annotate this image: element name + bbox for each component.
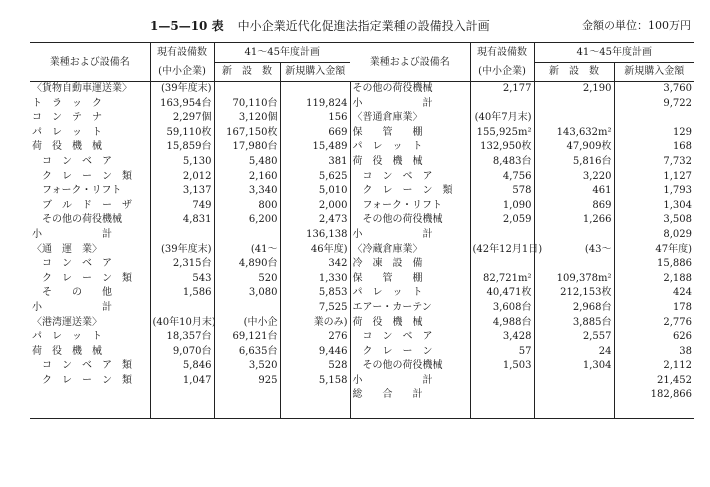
right-name-cell: 小 計 — [350, 228, 470, 243]
header-category-right: 業種および設備名 — [350, 43, 470, 82]
left-new-amount-cell: 業のみ) — [280, 316, 350, 331]
left-name-cell: コ ン ベ ア — [30, 257, 150, 272]
table-row — [30, 170, 694, 185]
left-new-amount-cell: 342 — [280, 257, 350, 272]
right-new-amount-cell: 2,776 — [663, 316, 693, 328]
right-new-amount-cell: 1,304 — [663, 199, 693, 211]
left-new-count-cell: 70,110台 — [214, 97, 280, 112]
left-new-count-cell: 69,121台 — [214, 330, 280, 345]
header-plan-right: 41～45年度計画 — [534, 43, 694, 63]
left-new-amount-cell: 5,853 — [280, 286, 350, 301]
right-new-count-cell — [534, 257, 614, 272]
left-new-amount-cell: 15,489 — [280, 140, 350, 155]
left-new-count-cell: 17,980台 — [214, 140, 280, 155]
left-new-amount-cell: 2,473 — [280, 213, 350, 228]
left-new-amount-cell: 381 — [280, 155, 350, 170]
left-new-amount-cell: 156 — [280, 111, 350, 126]
left-current-cell: 59,110枚 — [150, 126, 214, 141]
table-row — [30, 155, 694, 170]
left-current-cell: 9,070台 — [150, 345, 214, 360]
right-new-count-cell: 109,378m² — [534, 272, 614, 287]
right-current-cell: 578 — [470, 184, 534, 199]
left-new-amount-cell: 528 — [280, 359, 350, 374]
left-new-count-cell: 6,200 — [214, 213, 280, 228]
left-current-cell: 15,859台 — [150, 140, 214, 155]
unit-note: 金額の単位：100万円 — [582, 19, 691, 32]
right-name-cell: 保 管 棚 — [350, 126, 470, 141]
header-new-count-right: 新 設 数 — [534, 63, 614, 82]
right-new-amount-cell: 2,112 — [663, 360, 693, 372]
left-current-cell: 2,315台 — [150, 257, 214, 272]
left-name-cell: 小 計 — [30, 301, 150, 316]
right-name-cell: 小 計 — [350, 374, 470, 389]
right-new-count-cell — [534, 388, 614, 403]
table-row — [30, 140, 694, 155]
table-row — [30, 388, 694, 403]
table-row — [30, 97, 694, 112]
right-current-cell — [470, 388, 534, 403]
header-category-left: 業種および設備名 — [30, 43, 150, 82]
table-row — [30, 213, 694, 228]
table-row — [30, 359, 694, 374]
left-new-count-cell: 2,160 — [214, 170, 280, 185]
right-name-cell: 保 管 棚 — [350, 272, 470, 287]
left-current-cell: (39年度末) — [150, 243, 214, 258]
left-new-amount-cell — [280, 82, 350, 97]
table-row — [30, 184, 694, 199]
left-current-cell: 5,846 — [150, 359, 214, 374]
header-current-right: 現有設備数 — [470, 43, 534, 63]
right-new-count-cell: 869 — [534, 199, 614, 214]
left-current-cell: 4,831 — [150, 213, 214, 228]
right-name-cell: パ レ ッ ト — [350, 140, 470, 155]
header-plan-left: 41～45年度計画 — [214, 43, 350, 63]
table-row — [30, 111, 694, 126]
right-new-count-cell: 1,304 — [534, 359, 614, 374]
right-name-cell: 荷 役 機 械 — [350, 316, 470, 331]
left-name-cell: 荷 役 機 械 — [30, 345, 150, 360]
left-new-amount-cell: 7,525 — [280, 301, 350, 316]
table-row — [30, 243, 694, 258]
table-row — [30, 330, 694, 345]
left-current-cell: 5,130 — [150, 155, 214, 170]
left-current-cell: (40年10月末) — [150, 316, 214, 331]
right-name-cell: パ レ ッ ト — [350, 286, 470, 301]
left-new-count-cell — [214, 228, 280, 243]
right-current-cell — [470, 374, 534, 389]
right-new-count-cell: 2,190 — [534, 82, 614, 97]
right-current-cell: (42年12月1日) — [470, 243, 534, 258]
right-new-amount-cell: 626 — [672, 331, 693, 343]
right-current-cell: 4,988台 — [470, 316, 534, 331]
left-new-amount-cell: 119,824 — [280, 97, 350, 112]
left-current-cell: 2,012 — [150, 170, 214, 185]
left-new-count-cell: 4,890台 — [214, 257, 280, 272]
right-name-cell: ク レ ー ン — [350, 345, 470, 360]
right-current-cell: 3,428 — [470, 330, 534, 345]
left-current-cell: 3,137 — [150, 184, 214, 199]
right-new-amount-cell — [614, 111, 694, 126]
right-new-amount-cell: 129 — [672, 126, 693, 138]
table-row — [30, 403, 694, 418]
right-new-amount-cell: 182,866 — [650, 389, 693, 401]
right-new-amount-cell: 1,793 — [663, 185, 693, 197]
right-new-amount-cell: 1,127 — [663, 170, 693, 182]
left-name-cell — [30, 388, 150, 403]
right-new-amount-cell: 3,508 — [663, 214, 693, 226]
right-current-cell: 132,950枚 — [470, 140, 534, 155]
right-new-count-cell — [534, 111, 614, 126]
right-name-cell: 〈普通倉庫業〉 — [350, 111, 470, 126]
table-title — [150, 17, 490, 34]
right-new-count-cell: 212,153枚 — [534, 286, 614, 301]
header-current-sub-right: (中小企業) — [470, 63, 534, 82]
left-name-cell: そ の 他 — [30, 286, 150, 301]
right-current-cell: 155,925m² — [470, 126, 534, 141]
table-caption: 中小企業近代化促進法指定業種の設備投入計画 — [237, 19, 490, 33]
left-new-count-cell: 5,480 — [214, 155, 280, 170]
left-name-cell: その他の荷役機械 — [30, 213, 150, 228]
right-current-cell: 3,608台 — [470, 301, 534, 316]
left-new-amount-cell: 136,138 — [280, 228, 350, 243]
left-new-amount-cell: 669 — [280, 126, 350, 141]
right-new-count-cell: 2,968台 — [534, 301, 614, 316]
right-new-count-cell: 47,909枚 — [534, 140, 614, 155]
right-name-cell: 冷 凍 設 備 — [350, 257, 470, 272]
left-new-count-cell — [214, 388, 280, 403]
left-new-amount-cell: 276 — [280, 330, 350, 345]
right-new-count-cell — [534, 97, 614, 112]
left-current-cell: 1,586 — [150, 286, 214, 301]
left-new-amount-cell: 5,158 — [280, 374, 350, 389]
table-row — [30, 228, 694, 243]
left-new-count-cell: 3,520 — [214, 359, 280, 374]
right-new-count-cell: 461 — [534, 184, 614, 199]
right-new-count-cell: 3,220 — [534, 170, 614, 185]
right-new-count-cell: 3,885台 — [534, 316, 614, 331]
left-new-count-cell: 3,120個 — [214, 111, 280, 126]
right-new-count-cell — [534, 403, 614, 418]
right-current-cell: 8,483台 — [470, 155, 534, 170]
header-new-amount-right: 新規購入金額 — [624, 66, 685, 77]
left-new-count-cell — [214, 403, 280, 418]
left-name-cell: 小 計 — [30, 228, 150, 243]
right-name-cell: 〈冷蔵倉庫業〉 — [350, 243, 470, 258]
right-new-count-cell: 143,632m² — [534, 126, 614, 141]
table-row — [30, 316, 694, 331]
right-new-amount-cell: 21,452 — [657, 374, 693, 386]
left-new-amount-cell: 1,330 — [280, 272, 350, 287]
left-new-amount-cell: 5,625 — [280, 170, 350, 185]
header-new-count-left: 新 設 数 — [214, 63, 280, 82]
table-row — [30, 374, 694, 389]
left-current-cell — [150, 388, 214, 403]
header-new-amount-left: 新規購入金額 — [285, 66, 346, 77]
left-new-count-cell — [214, 82, 280, 97]
left-name-cell: コ ン テ ナ — [30, 111, 150, 126]
table-row — [30, 199, 694, 214]
right-new-amount-cell — [614, 403, 694, 418]
right-current-cell: 82,721m² — [470, 272, 534, 287]
left-current-cell: 543 — [150, 272, 214, 287]
left-new-amount-cell: 9,446 — [280, 345, 350, 360]
left-name-cell: ク レ ー ン 類 — [30, 170, 150, 185]
left-new-count-cell: 520 — [214, 272, 280, 287]
left-current-cell — [150, 301, 214, 316]
left-new-count-cell: 3,080 — [214, 286, 280, 301]
left-name-cell: パ レ ッ ト — [30, 126, 150, 141]
table-row — [30, 286, 694, 301]
left-new-count-cell — [214, 301, 280, 316]
right-name-cell: 総 合 計 — [350, 388, 470, 403]
left-current-cell: 1,047 — [150, 374, 214, 389]
right-new-count-cell — [534, 228, 614, 243]
right-current-cell — [470, 228, 534, 243]
right-new-count-cell — [534, 374, 614, 389]
left-name-cell: 〈貨物自動車運送業〉 — [30, 82, 150, 97]
table-body — [30, 82, 694, 419]
left-current-cell: 18,357台 — [150, 330, 214, 345]
left-current-cell: 2,297個 — [150, 111, 214, 126]
right-current-cell — [470, 97, 534, 112]
right-current-cell: 1,090 — [470, 199, 534, 214]
table-row — [30, 345, 694, 360]
left-name-cell: 〈港湾運送業〉 — [30, 316, 150, 331]
right-new-count-cell: 1,266 — [534, 213, 614, 228]
left-current-cell: (39年度末) — [150, 82, 214, 97]
left-current-cell — [150, 228, 214, 243]
right-new-amount-cell: 3,760 — [663, 83, 693, 94]
left-name-cell: パ レ ッ ト — [30, 330, 150, 345]
header-current-left: 現有設備数 — [150, 43, 214, 63]
right-new-amount-cell: 9,722 — [663, 97, 693, 109]
left-new-count-cell: (41～ — [214, 243, 280, 258]
right-new-amount-cell: 424 — [672, 287, 693, 299]
left-name-cell: 〈通 運 業〉 — [30, 243, 150, 258]
left-name-cell: ク レ ー ン 類 — [30, 272, 150, 287]
right-new-count-cell: 5,816台 — [534, 155, 614, 170]
right-current-cell: (40年7月末) — [470, 111, 534, 126]
table-number: 1—5—10 表 — [150, 19, 224, 33]
table-row — [30, 126, 694, 141]
right-new-amount-cell: 15,886 — [657, 258, 693, 270]
right-current-cell: 4,756 — [470, 170, 534, 185]
right-new-count-cell: 24 — [534, 345, 614, 360]
right-new-amount-cell: 178 — [672, 301, 693, 313]
left-new-amount-cell — [280, 403, 350, 418]
table-row — [30, 82, 694, 97]
right-new-amount-cell: 7,732 — [663, 155, 693, 167]
left-new-count-cell: 6,635台 — [214, 345, 280, 360]
header-current-sub-left: (中小企業) — [150, 63, 214, 82]
left-name-cell — [30, 403, 150, 418]
left-name-cell: コ ン ベ ア 類 — [30, 359, 150, 374]
left-current-cell: 749 — [150, 199, 214, 214]
left-name-cell: ト ラ ッ ク — [30, 97, 150, 112]
right-name-cell: ク レ ー ン 類 — [350, 184, 470, 199]
right-name-cell: 荷 役 機 械 — [350, 155, 470, 170]
right-name-cell: その他の荷役機械 — [350, 213, 470, 228]
left-name-cell: コ ン ベ ア — [30, 155, 150, 170]
right-current-cell: 2,177 — [470, 82, 534, 97]
left-new-count-cell: 3,340 — [214, 184, 280, 199]
right-new-count-cell: 2,557 — [534, 330, 614, 345]
right-new-amount-cell: 168 — [672, 141, 693, 153]
left-new-amount-cell: 2,000 — [280, 199, 350, 214]
right-new-count-cell: (43～ — [534, 243, 614, 258]
right-name-cell: コ ン ベ ア — [350, 330, 470, 345]
left-new-amount-cell: 46年度) — [280, 243, 350, 258]
left-new-count-cell: 925 — [214, 374, 280, 389]
right-name-cell: その他の荷役機械 — [350, 82, 470, 97]
right-new-amount-cell: 38 — [679, 345, 693, 357]
right-name-cell: フォーク・リフト — [350, 199, 470, 214]
right-name-cell: その他の荷役機械 — [350, 359, 470, 374]
left-current-cell: 163,954台 — [150, 97, 214, 112]
right-name-cell: コ ン ベ ア — [350, 170, 470, 185]
left-name-cell: 荷 役 機 械 — [30, 140, 150, 155]
right-current-cell — [470, 403, 534, 418]
right-current-cell: 57 — [470, 345, 534, 360]
left-new-amount-cell — [280, 388, 350, 403]
table-row — [30, 272, 694, 287]
right-name-cell: エアー・カーテン — [350, 301, 470, 316]
left-name-cell: ク レ ー ン 類 — [30, 374, 150, 389]
right-current-cell: 2,059 — [470, 213, 534, 228]
right-new-amount-cell: 2,188 — [663, 272, 693, 284]
table-row — [30, 301, 694, 316]
right-new-amount-cell: 47年度) — [655, 243, 693, 255]
investment-plan-table — [30, 42, 694, 419]
left-new-count-cell: 800 — [214, 199, 280, 214]
left-new-count-cell: (中小企 — [214, 316, 280, 331]
left-current-cell — [150, 403, 214, 418]
right-current-cell: 40,471枚 — [470, 286, 534, 301]
table-row — [30, 257, 694, 272]
right-current-cell: 1,503 — [470, 359, 534, 374]
right-current-cell — [470, 257, 534, 272]
left-new-count-cell: 167,150枚 — [214, 126, 280, 141]
left-new-amount-cell: 5,010 — [280, 184, 350, 199]
right-new-amount-cell: 8,029 — [663, 228, 693, 240]
right-name-cell: 小 計 — [350, 97, 470, 112]
left-name-cell: ブ ル ド ー ザ — [30, 199, 150, 214]
right-name-cell — [350, 403, 470, 418]
left-name-cell: フォーク・リフト — [30, 184, 150, 199]
